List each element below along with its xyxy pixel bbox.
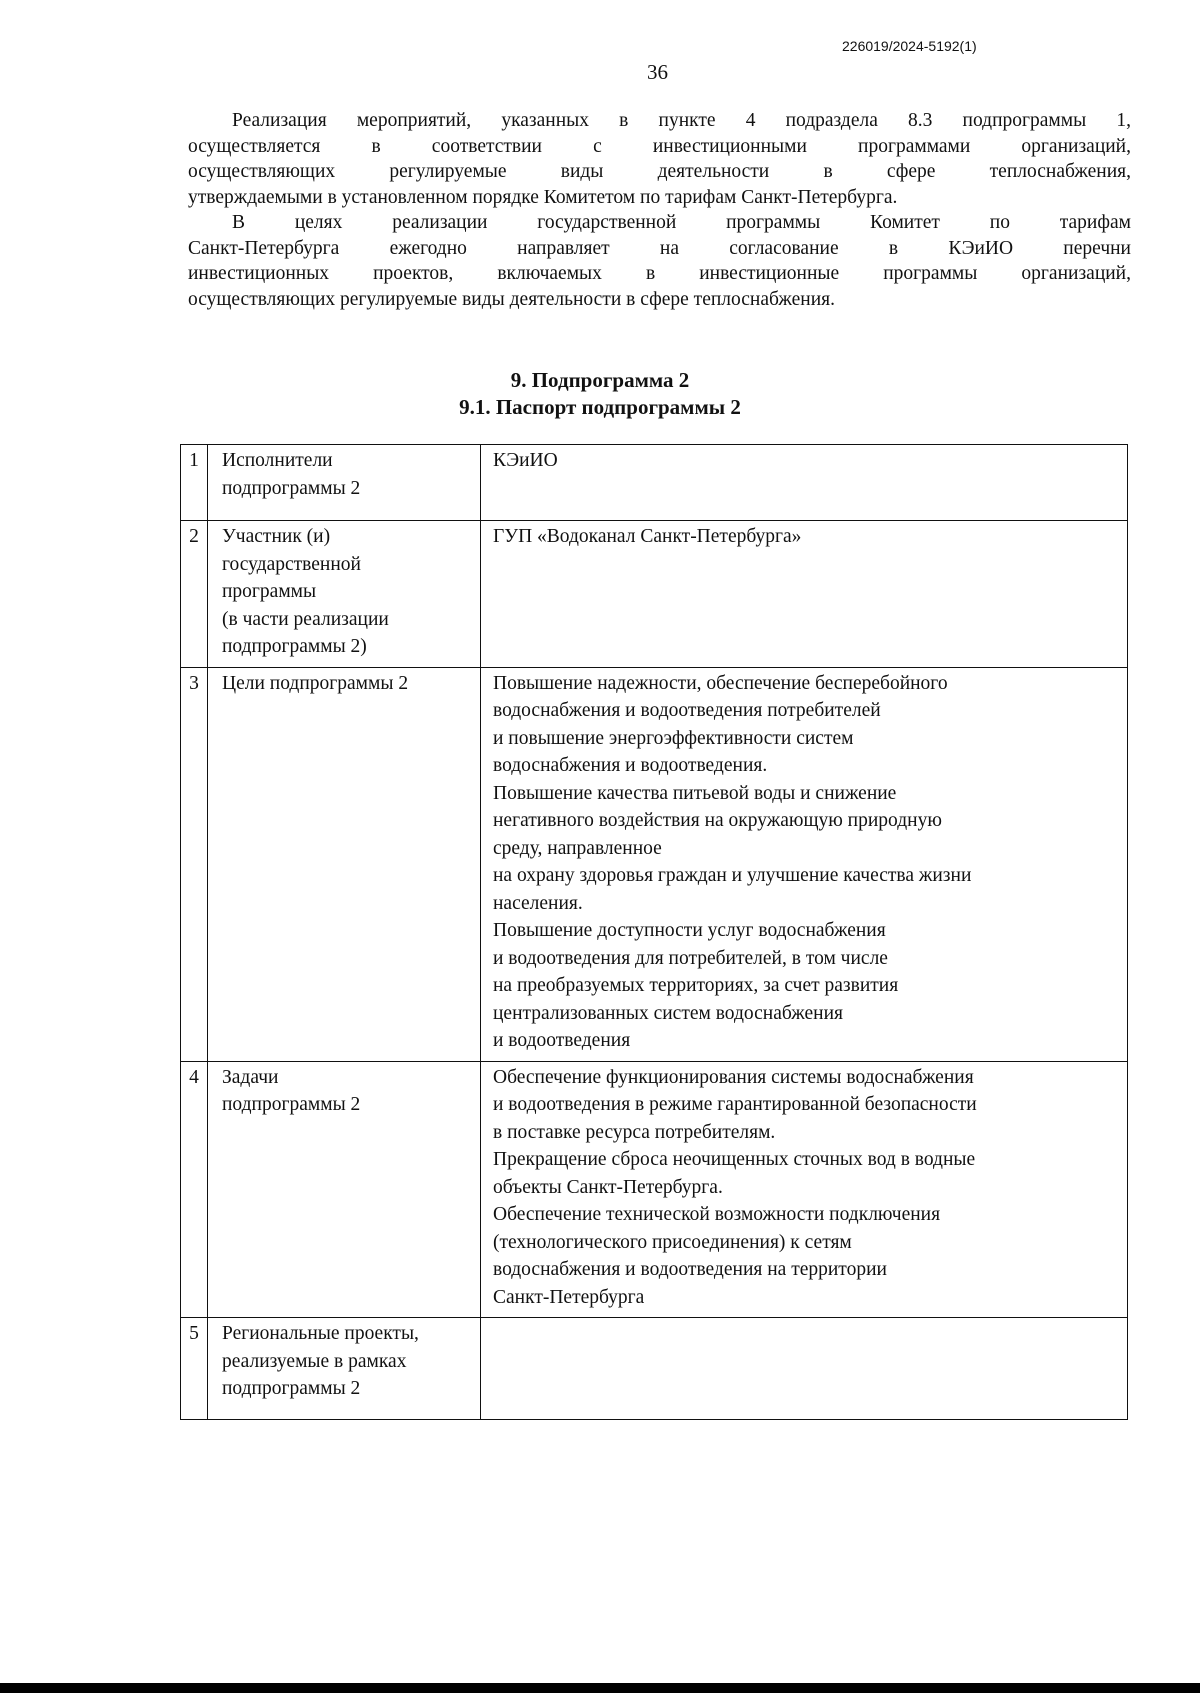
row-value xyxy=(481,1318,1128,1420)
row-label-line: программы xyxy=(222,581,317,602)
row-label-line: Региональные проекты, xyxy=(222,1323,419,1344)
table-row xyxy=(181,445,1128,521)
paragraph-line: В целях реализации государственной программы Комитет по тарифам xyxy=(232,212,1131,233)
row-number: 5 xyxy=(181,1318,208,1420)
table-row xyxy=(181,1318,1128,1420)
row-value-line: КЭиИО xyxy=(493,450,558,471)
table-row xyxy=(181,667,1128,1061)
row-label-line: реализуемые в рамках xyxy=(222,1350,407,1372)
paragraph-line: осуществляется в соответствии с инвестиционными программами организаций, xyxy=(188,135,1131,157)
section-subtitle: 9.1. Паспорт подпрограммы 2 xyxy=(459,395,741,419)
paragraph-line: инвестиционных проектов, включаемых в инвестиционные программы организаций, xyxy=(188,263,1131,284)
row-label-line: подпрограммы 2 xyxy=(222,1094,361,1115)
row-value-line: населения. xyxy=(493,892,583,914)
row-value-line: негативного воздействия на окружающую природную xyxy=(493,810,942,831)
row-label-line: Исполнители xyxy=(222,450,333,471)
row-value-line: Обеспечение технической возможности подключения xyxy=(493,1204,941,1225)
row-label-line: подпрограммы 2 xyxy=(222,477,361,499)
passport-table xyxy=(180,444,1128,1420)
paragraph-line: Реализация мероприятий, указанных в пункте 4 подраздела 8.3 подпрограммы 1, xyxy=(232,110,1131,131)
row-value-line: (технологического присоединения) к сетям xyxy=(493,1231,852,1253)
row-value-line: Санкт-Петербурга xyxy=(493,1286,645,1308)
section-title: 9. Подпрограмма 2 xyxy=(510,368,690,392)
row-number: 2 xyxy=(181,521,208,668)
row-value-line: среду, направленное xyxy=(493,837,662,859)
row-value-line: и водоотведения xyxy=(493,1030,631,1051)
row-value-line: Повышение качества питьевой воды и снижение xyxy=(493,782,897,804)
row-label-line: Участник (и) xyxy=(222,526,331,547)
row-value xyxy=(481,445,1128,521)
row-value-line: централизованных систем водоснабжения xyxy=(493,1002,844,1024)
row-label xyxy=(208,1061,481,1318)
row-value-line: водоснабжения и водоотведения на территории xyxy=(493,1259,887,1280)
row-value-line: на преобразуемых территориях, за счет развития xyxy=(493,975,899,996)
row-label-line: (в части реализации xyxy=(222,608,389,630)
table-row xyxy=(181,1061,1128,1318)
row-label xyxy=(208,521,481,668)
row-value xyxy=(481,1061,1128,1318)
row-number: 1 xyxy=(181,445,208,521)
row-value-line: водоснабжения и водоотведения потребителей xyxy=(493,700,881,721)
row-label-line: подпрограммы 2) xyxy=(222,636,367,657)
paragraph-line: осуществляющих регулируемые виды деятельности в сфере теплоснабжения. xyxy=(188,288,836,310)
row-number: 4 xyxy=(181,1061,208,1318)
row-value-line: Обеспечение функционирования системы водоснабжения xyxy=(493,1066,974,1088)
row-value xyxy=(481,521,1128,668)
document-id: 226019/2024-5192(1) xyxy=(842,38,977,54)
row-value-line: и водоотведения для потребителей, в том числе xyxy=(493,947,888,969)
row-value-line: ГУП «Водоканал Санкт-Петербурга» xyxy=(493,526,802,547)
row-value-line: Прекращение сброса неочищенных сточных вод в водные xyxy=(493,1149,976,1170)
row-label-line: Цели подпрограммы 2 xyxy=(222,672,409,694)
row-label xyxy=(208,445,481,521)
row-label xyxy=(208,667,481,1061)
row-value-line: Повышение доступности услуг водоснабжения xyxy=(493,920,886,941)
paragraph-line: Санкт-Петербурга ежегодно направляет на согласование в КЭиИО перечни xyxy=(188,237,1131,259)
row-value-line: и повышение энергоэффективности систем xyxy=(493,727,854,749)
page-number: 36 xyxy=(647,60,668,84)
paragraph-1 xyxy=(188,108,1131,210)
row-label-line: Задачи xyxy=(222,1066,279,1088)
row-value-line: водоснабжения и водоотведения. xyxy=(493,755,768,776)
row-value-line: объекты Санкт-Петербурга. xyxy=(493,1176,723,1198)
row-label-line: государственной xyxy=(222,553,361,575)
row-value-line: и водоотведения в режиме гарантированной безопасности xyxy=(493,1094,977,1115)
paragraph-line: осуществляющих регулируемые виды деятельности в сфере теплоснабжения, xyxy=(188,161,1131,182)
paragraph-line: утверждаемыми в установленном порядке Комитетом по тарифам Санкт-Петербурга. xyxy=(188,186,898,208)
paragraph-2 xyxy=(188,210,1131,312)
row-label-line: подпрограммы 2 xyxy=(222,1378,361,1399)
row-value xyxy=(481,667,1128,1061)
row-value-line: на охрану здоровья граждан и улучшение качества жизни xyxy=(493,865,972,886)
row-label xyxy=(208,1318,481,1420)
row-value-line: Повышение надежности, обеспечение бесперебойного xyxy=(493,672,948,694)
row-number: 3 xyxy=(181,667,208,1061)
row-value-line: в поставке ресурса потребителям. xyxy=(493,1121,776,1143)
table-row xyxy=(181,521,1128,668)
scan-edge xyxy=(0,1683,1200,1693)
